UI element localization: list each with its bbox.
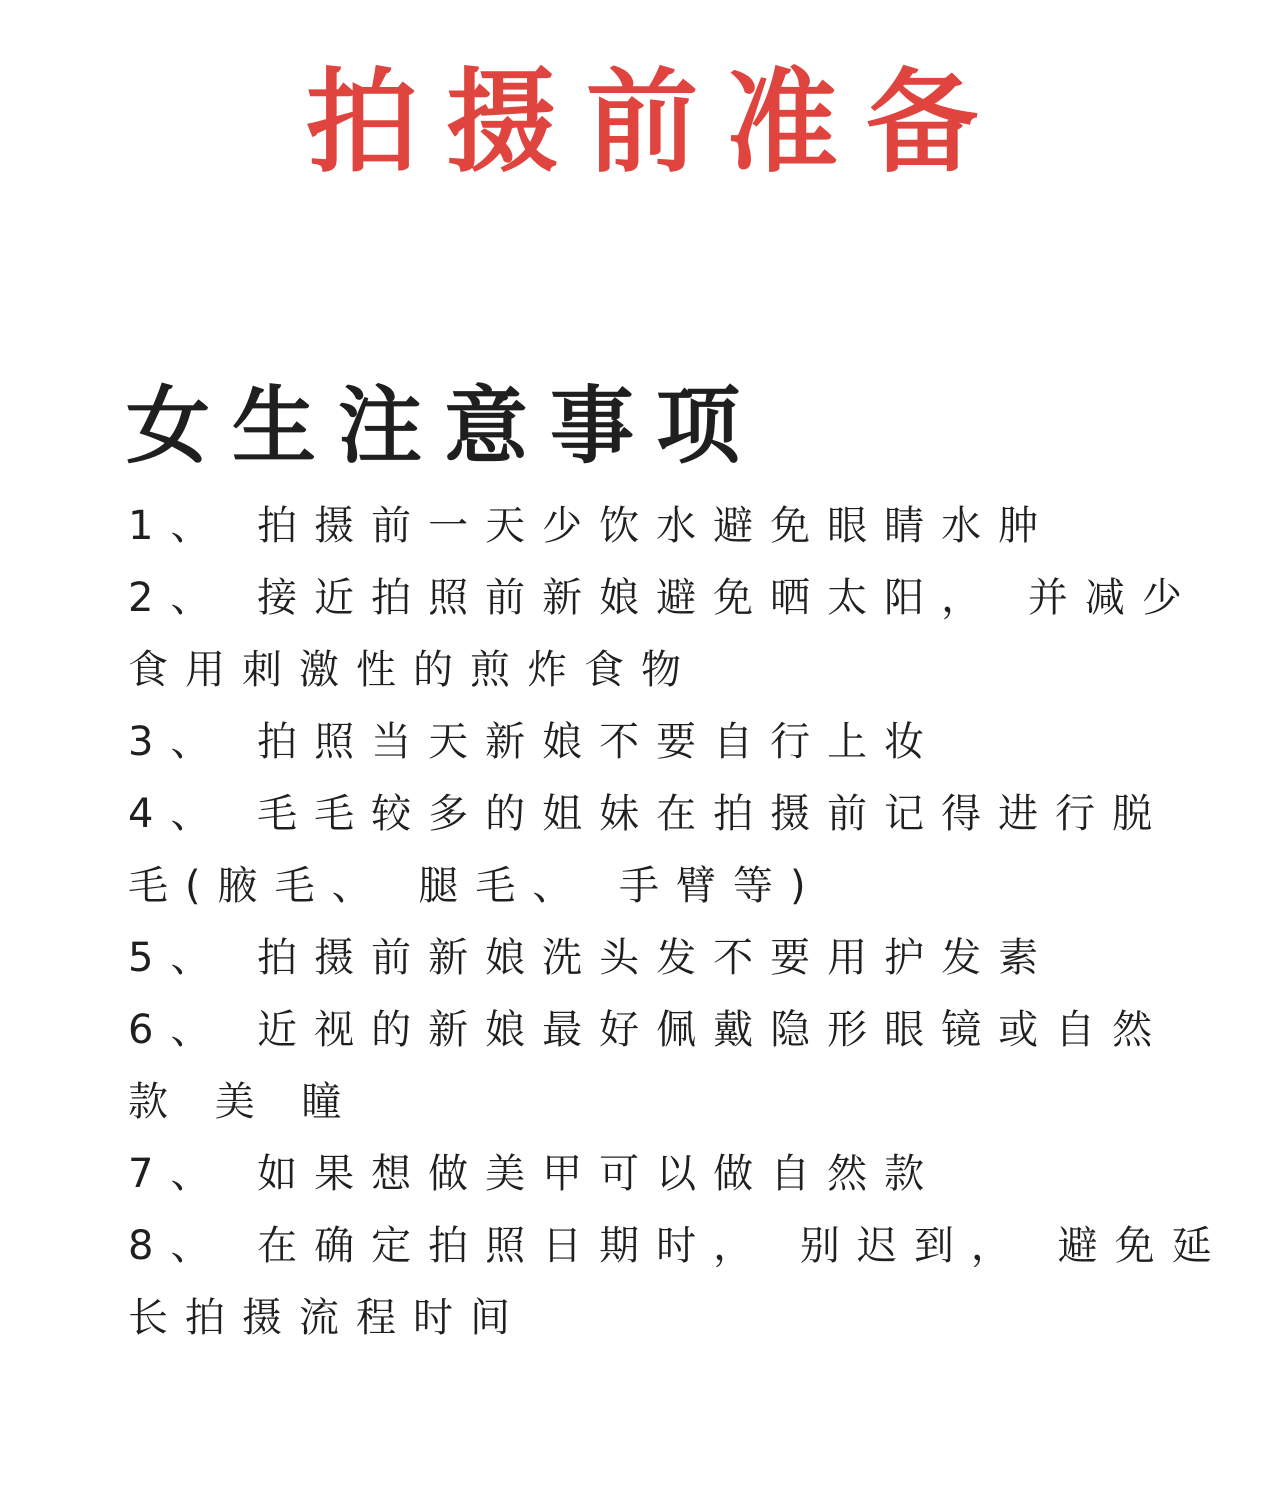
notes-list [128,490,1229,1354]
note-line: 长拍摄流程时间 [128,1295,527,1341]
note-line: 4、 毛毛较多的姐妹在拍摄前记得进行脱 [128,791,1170,837]
note-line: 3、 拍照当天新娘不要自行上妆 [128,719,942,765]
note-line: 5、 拍摄前新娘洗头发不要用护发素 [128,935,1056,981]
note-line: 食用刺激性的煎炸食物 [128,647,698,693]
note-line: 7、 如果想做美甲可以做自然款 [128,1151,942,1197]
note-line: 2、 接近拍照前新娘避免晒太阳， 并减少 [128,575,1199,621]
note-line: 6、 近视的新娘最好佩戴隐形眼镜或自然 [128,1007,1170,1053]
note-line: 款 美 瞳 [128,1079,359,1125]
note-line: 8、 在确定拍照日期时， 别迟到， 避免延 [128,1223,1229,1269]
page-title: 拍摄前准备 [306,58,1006,188]
note-line: 毛(腋毛、 腿毛、 手臂等) [128,863,823,909]
section-heading: 女生注意事项 [126,377,763,475]
note-line: 1、 拍摄前一天少饮水避免眼睛水肿 [128,503,1056,549]
